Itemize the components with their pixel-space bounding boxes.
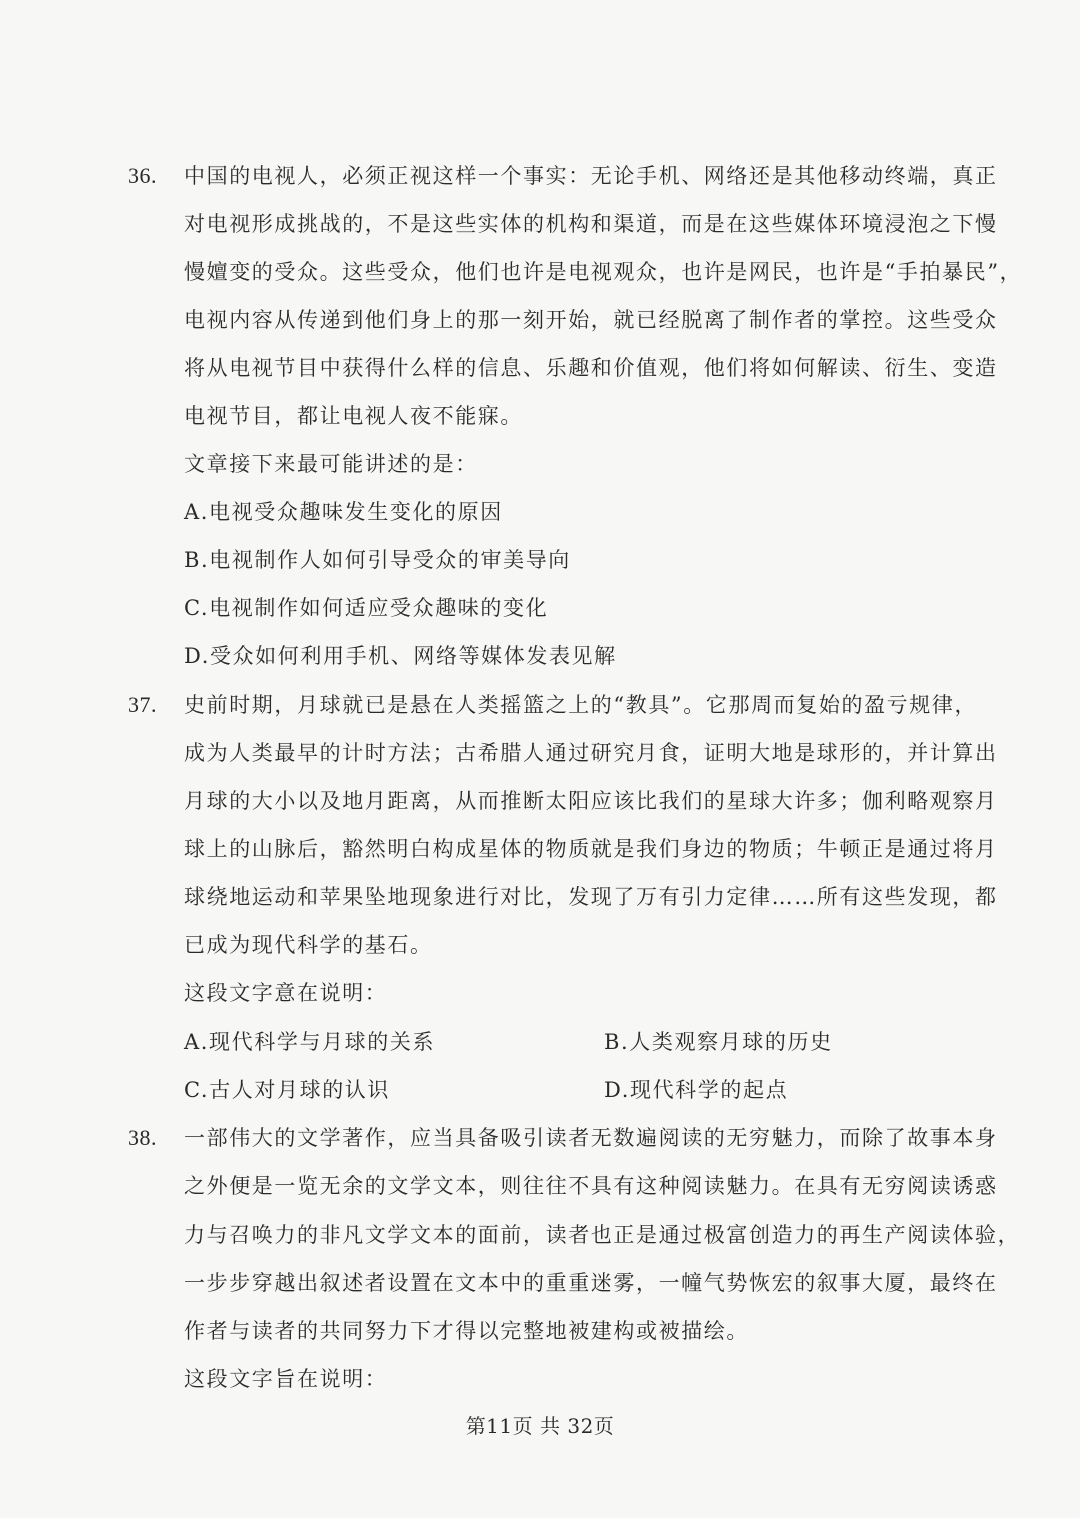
question-text-line: 球绕地运动和苹果坠地现象进行对比，发现了万有引力定律……所有这些发现，都 (184, 885, 998, 909)
question-text-line: 力与召唤力的非凡文学文本的面前，读者也正是通过极富创造力的再生产阅读体验， (184, 1223, 1021, 1247)
question-text-line: 慢嬗变的受众。这些受众，他们也许是电视观众，也许是网民，也许是“手拍暴民”， (184, 260, 1023, 284)
page-footer: 第11页 共 32页 (465, 1414, 615, 1438)
option-a: A.现代科学与月球的关系 (184, 1030, 436, 1054)
question-text-line: 电视内容从传递到他们身上的那一刻开始，就已经脱离了制作者的掌控。这些受众 (184, 308, 998, 332)
question-text-line: 史前时期，月球就已是悬在人类摇篮之上的“教具”。它那周而复始的盈亏规律， (184, 693, 978, 717)
question-text-line: 对电视形成挑战的，不是这些实体的机构和渠道，而是在这些媒体环境浸泡之下慢 (184, 212, 998, 236)
option-b: B.电视制作人如何引导受众的审美导向 (184, 548, 571, 572)
question-text-line: 一步步穿越出叙述者设置在文本中的重重迷雾，一幢气势恢宏的叙事大厦，最终在 (184, 1271, 998, 1295)
option-d: D.受众如何利用手机、网络等媒体发表见解 (184, 644, 617, 668)
question-text-line: 中国的电视人，必须正视这样一个事实：无论手机、网络还是其他移动终端，真正 (184, 164, 998, 188)
question-text-line: 球上的山脉后，豁然明白构成星体的物质就是我们身边的物质；牛顿正是通过将月 (184, 837, 998, 861)
option-a: A.电视受众趣味发生变化的原因 (184, 500, 503, 524)
question-prompt: 这段文字意在说明： (184, 981, 388, 1005)
option-c: C.电视制作如何适应受众趣味的变化 (184, 596, 549, 620)
question-text-line: 作者与读者的共同努力下才得以完整地被建构或被描绘。 (184, 1319, 749, 1343)
option-d: D.现代科学的起点 (604, 1078, 789, 1102)
question-text-line: 将从电视节目中获得什么样的信息、乐趣和价值观，他们将如何解读、衍生、变造 (184, 356, 998, 380)
question-prompt: 这段文字旨在说明： (184, 1367, 388, 1391)
question-text-line: 月球的大小以及地月距离，从而推断太阳应该比我们的星球大许多；伽利略观察月 (184, 789, 998, 813)
question-text-line: 之外便是一览无余的文学文本，则往往不具有这种阅读魅力。在具有无穷阅读诱惑 (184, 1174, 998, 1198)
question-text-line: 电视节目，都让电视人夜不能寐。 (184, 404, 523, 428)
option-b: B.人类观察月球的历史 (604, 1030, 833, 1054)
question-text-line: 已成为现代科学的基石。 (184, 933, 433, 957)
question-text-line: 成为人类最早的计时方法；古希腊人通过研究月食，证明大地是球形的，并计算出 (184, 741, 998, 765)
question-number: 38. (128, 1125, 157, 1150)
option-c: C.古人对月球的认识 (184, 1078, 390, 1102)
question-prompt: 文章接下来最可能讲述的是： (184, 452, 478, 476)
question-number: 37. (128, 692, 157, 717)
question-number: 36. (128, 163, 157, 188)
question-text-line: 一部伟大的文学著作，应当具备吸引读者无数遍阅读的无穷魅力，而除了故事本身 (184, 1126, 998, 1150)
